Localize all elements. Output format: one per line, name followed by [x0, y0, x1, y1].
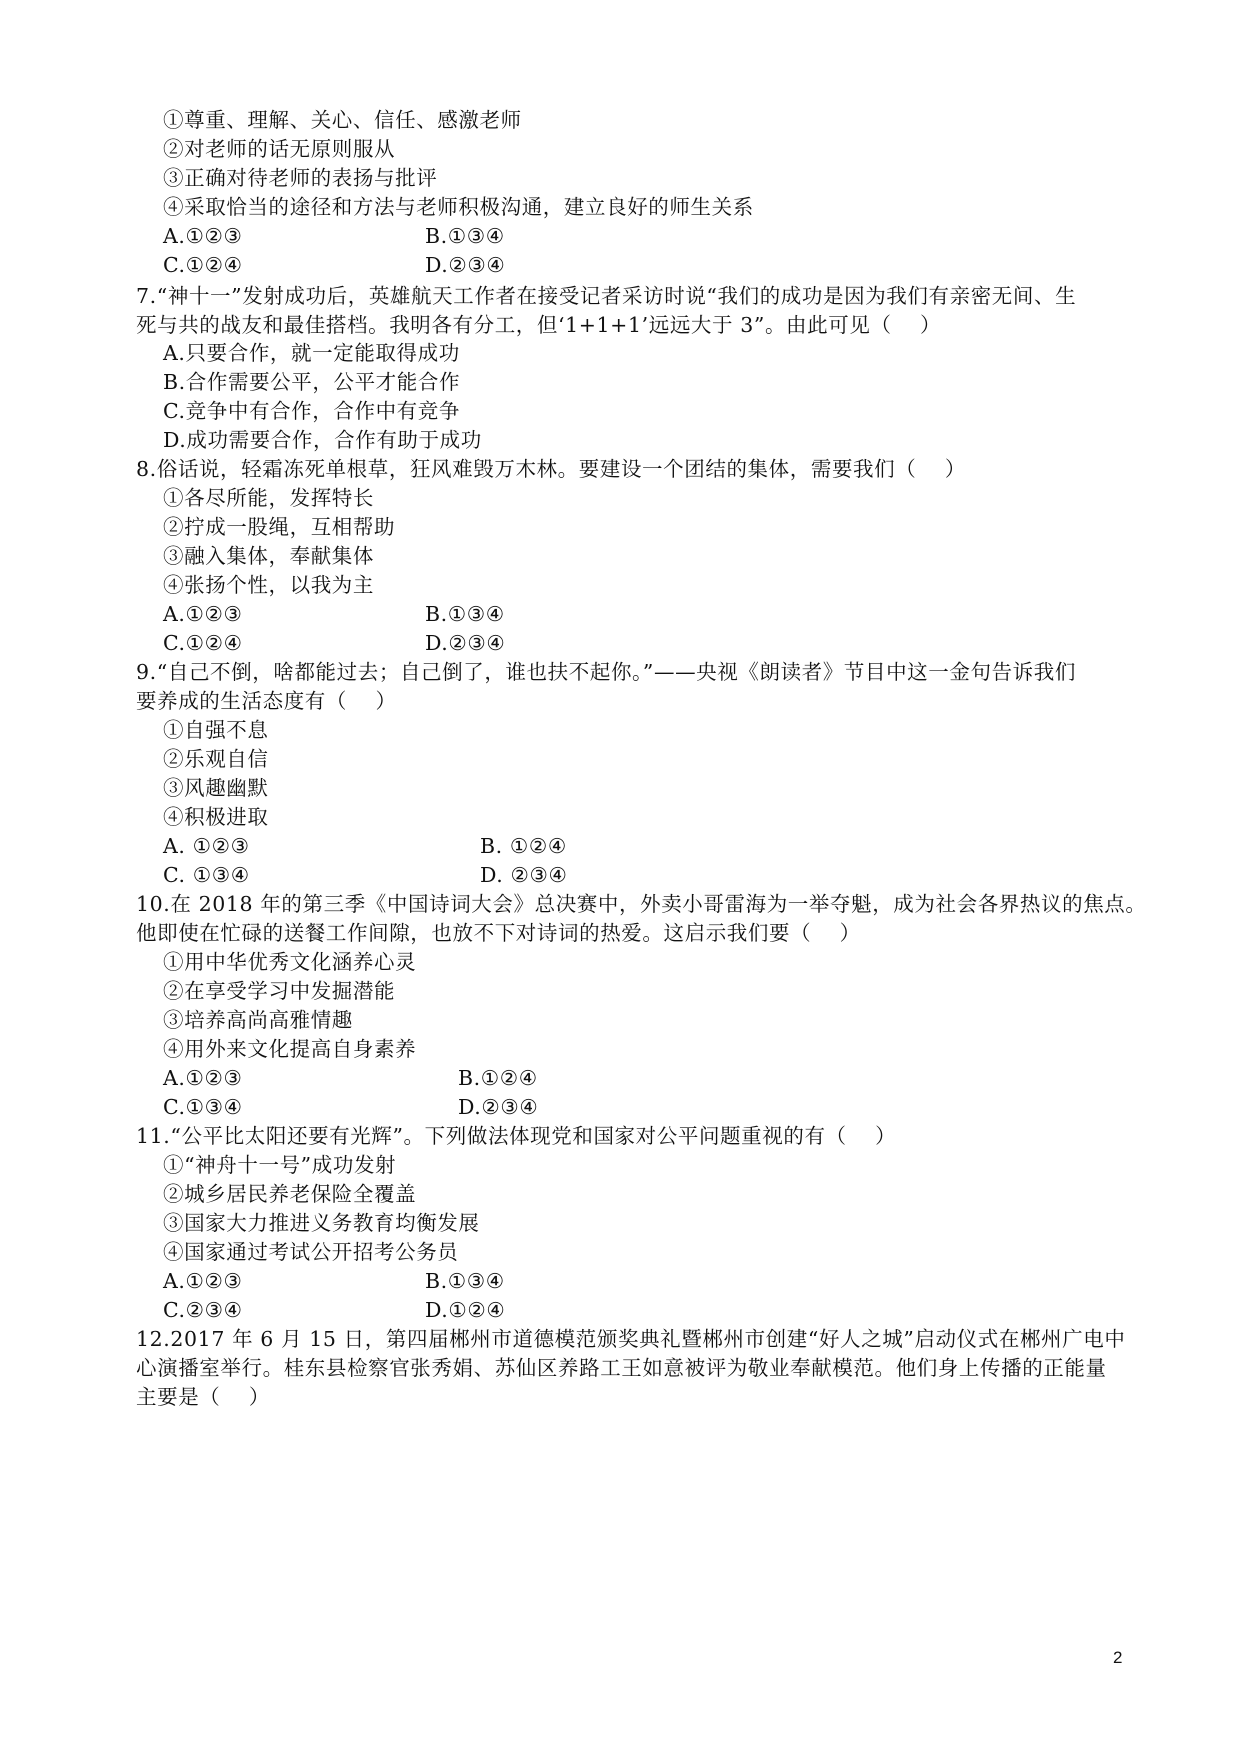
q11-option-c: C.②③④	[163, 1298, 243, 1322]
q6-option-c: C.①②④	[163, 253, 243, 277]
q10-stem-line-1: 10.在 2018 年的第三季《中国诗词大会》总决赛中，外卖小哥雷海为一举夺魁，成为社会各界热议的焦点。	[136, 892, 1147, 916]
q8-item-4: ④张扬个性，以我为主	[163, 573, 374, 597]
q10-item-3: ③培养高尚高雅情趣	[163, 1008, 353, 1032]
q10-option-c: C.①③④	[163, 1095, 243, 1119]
q8-item-2: ②拧成一股绳，互相帮助	[163, 515, 396, 539]
q7-option-d: D.成功需要合作，合作有助于成功	[163, 428, 482, 452]
q11-item-4: ④国家通过考试公开招考公务员	[163, 1240, 459, 1264]
q10-item-1: ①用中华优秀文化涵养心灵	[163, 950, 417, 974]
q9-stem-line-1: 9.“自己不倒，啥都能过去；自己倒了，谁也扶不起你。”——央视《朗读者》节目中这一金句告诉我们	[136, 660, 1076, 684]
q6-option-d: D.②③④	[425, 253, 506, 277]
q6-option-b: B.①③④	[425, 224, 505, 248]
q10-option-a: A.①②③	[163, 1066, 243, 1090]
q6-item-1: ①尊重、理解、关心、信任、感激老师	[163, 108, 522, 132]
q8-option-b: B.①③④	[425, 602, 505, 626]
q8-stem: 8.俗话说，轻霜冻死单根草，狂风难毁万木林。要建设一个团结的集体，需要我们（ ）	[136, 457, 966, 481]
q11-option-d: D.①②④	[425, 1298, 506, 1322]
q12-stem-line-1: 12.2017 年 6 月 15 日，第四届郴州市道德模范颁奖典礼暨郴州市创建“好人之城”启动仪式在郴州广电中	[136, 1327, 1126, 1351]
q9-option-c: C. ①③④	[163, 863, 250, 887]
q11-option-b: B.①③④	[425, 1269, 505, 1293]
q9-option-a: A. ①②③	[163, 834, 250, 858]
q8-option-c: C.①②④	[163, 631, 243, 655]
q10-stem-line-2: 他即使在忙碌的送餐工作间隙，也放不下对诗词的热爱。这启示我们要（ ）	[136, 921, 861, 945]
q10-option-b: B.①②④	[458, 1066, 538, 1090]
q7-option-b: B.合作需要公平，公平才能合作	[163, 370, 461, 394]
q9-item-3: ③风趣幽默	[163, 776, 269, 800]
q11-item-2: ②城乡居民养老保险全覆盖	[163, 1182, 417, 1206]
page-number: 2	[1113, 1648, 1123, 1667]
q9-option-d: D. ②③④	[480, 863, 568, 887]
q7-stem-line-2: 死与共的战友和最佳搭档。我明各有分工，但‘1+1+1’远远大于 3”。由此可见（ ）	[136, 313, 942, 337]
q6-item-2: ②对老师的话无原则服从	[163, 137, 396, 161]
q8-option-d: D.②③④	[425, 631, 506, 655]
q9-item-2: ②乐观自信	[163, 747, 269, 771]
q11-item-1: ①“神舟十一号”成功发射	[163, 1153, 397, 1177]
q12-stem-line-2: 心演播室举行。桂东县检察官张秀娟、苏仙区养路工王如意被评为敬业奉献模范。他们身上传播的正能量	[136, 1356, 1107, 1380]
q9-stem-line-2: 要养成的生活态度有（ ）	[136, 689, 397, 713]
q10-item-4: ④用外来文化提高自身素养	[163, 1037, 417, 1061]
q7-stem-line-1: 7.“神十一”发射成功后，英雄航天工作者在接受记者采访时说“我们的成功是因为我们有亲密无间、生	[136, 284, 1077, 308]
q10-item-2: ②在享受学习中发掘潜能	[163, 979, 396, 1003]
q8-option-a: A.①②③	[163, 602, 243, 626]
q6-item-4: ④采取恰当的途径和方法与老师积极沟通，建立良好的师生关系	[163, 195, 754, 219]
q8-item-1: ①各尽所能，发挥特长	[163, 486, 374, 510]
q6-item-3: ③正确对待老师的表扬与批评	[163, 166, 438, 190]
q11-option-a: A.①②③	[163, 1269, 243, 1293]
q6-option-a: A.①②③	[163, 224, 243, 248]
q10-option-d: D.②③④	[458, 1095, 539, 1119]
q9-option-b: B. ①②④	[480, 834, 567, 858]
q9-item-1: ①自强不息	[163, 718, 269, 742]
q9-item-4: ④积极进取	[163, 805, 269, 829]
q12-stem-line-3: 主要是（ ）	[136, 1385, 270, 1409]
q7-option-c: C.竞争中有合作，合作中有竞争	[163, 399, 460, 423]
q8-item-3: ③融入集体，奉献集体	[163, 544, 374, 568]
q11-stem: 11.“公平比太阳还要有光辉”。下列做法体现党和国家对公平问题重视的有（ ）	[136, 1124, 897, 1148]
q11-item-3: ③国家大力推进义务教育均衡发展	[163, 1211, 480, 1235]
q7-option-a: A.只要合作，就一定能取得成功	[163, 341, 460, 365]
